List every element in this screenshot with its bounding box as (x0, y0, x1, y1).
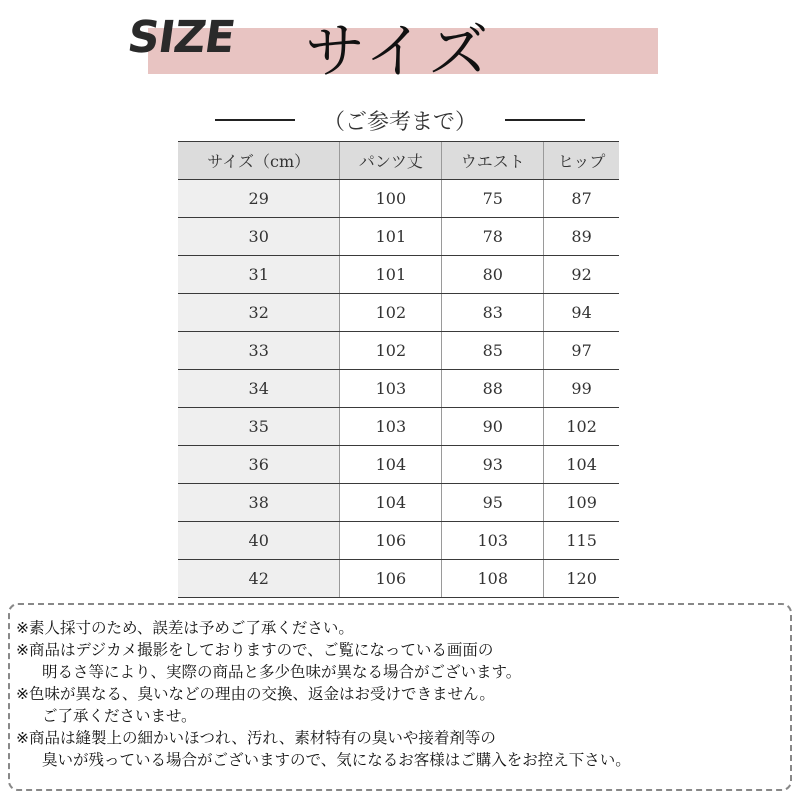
table-cell: 89 (544, 218, 619, 256)
table-row (178, 560, 619, 598)
subtitle-row (215, 104, 585, 136)
note-line: 臭いが残っている場合がございますので、気になるお客様はご購入をお控え下さい。 (42, 751, 631, 769)
table-cell: 102 (340, 332, 442, 370)
table-cell: 95 (442, 484, 544, 522)
table-cell: 103 (340, 408, 442, 446)
table-row (178, 332, 619, 370)
table-cell: 109 (544, 484, 619, 522)
table-cell: 94 (544, 294, 619, 332)
table-cell: 101 (340, 256, 442, 294)
note-line: 明るさ等により、実際の商品と多少色味が異なる場合がございます。 (42, 663, 522, 681)
table-cell: 90 (442, 408, 544, 446)
column-header-size: サイズ（cm） (178, 142, 340, 180)
table-cell: 78 (442, 218, 544, 256)
note-line: ※素人採寸のため、誤差は予めご了承ください。 (16, 619, 354, 637)
table-cell: 104 (340, 484, 442, 522)
table-row (178, 446, 619, 484)
table-cell: 40 (178, 522, 340, 560)
size-table (178, 141, 619, 598)
table-header-row (178, 142, 619, 180)
table-cell: 31 (178, 256, 340, 294)
table-cell: 103 (442, 522, 544, 560)
table-row (178, 256, 619, 294)
table-cell: 29 (178, 180, 340, 218)
subtitle-left-rule (215, 119, 295, 121)
note-line: ※商品は縫製上の細かいほつれ、汚れ、素材特有の臭いや接着剤等の (16, 729, 496, 747)
table-cell: 30 (178, 218, 340, 256)
table-cell: 75 (442, 180, 544, 218)
size-logo: SIZE (124, 12, 238, 63)
table-cell: 83 (442, 294, 544, 332)
table-cell: 34 (178, 370, 340, 408)
subtitle: （ご参考まで） (322, 109, 477, 135)
note-line: ご了承くださいませ。 (42, 707, 197, 725)
page-title: サイズ (305, 17, 493, 87)
notes-box (8, 603, 792, 791)
table-cell: 42 (178, 560, 340, 598)
table-cell: 115 (544, 522, 619, 560)
table-cell: 80 (442, 256, 544, 294)
table-cell: 85 (442, 332, 544, 370)
table-cell: 104 (340, 446, 442, 484)
column-header-hip: ヒップ (544, 142, 619, 180)
table-cell: 88 (442, 370, 544, 408)
note-line: ※商品はデジカメ撮影をしておりますので、ご覧になっている画面の (16, 641, 494, 659)
table-cell: 38 (178, 484, 340, 522)
table-cell: 36 (178, 446, 340, 484)
table-cell: 87 (544, 180, 619, 218)
table-cell: 106 (340, 560, 442, 598)
table-cell: 104 (544, 446, 619, 484)
table-cell: 108 (442, 560, 544, 598)
table-cell: 100 (340, 180, 442, 218)
table-cell: 101 (340, 218, 442, 256)
table-cell: 106 (340, 522, 442, 560)
table-cell: 102 (544, 408, 619, 446)
table-row (178, 180, 619, 218)
table-cell: 35 (178, 408, 340, 446)
note-line: ※色味が異なる、臭いなどの理由の交換、返金はお受けできません。 (16, 685, 495, 703)
table-row (178, 484, 619, 522)
table-cell: 103 (340, 370, 442, 408)
table-cell: 102 (340, 294, 442, 332)
table-cell: 93 (442, 446, 544, 484)
table-cell: 97 (544, 332, 619, 370)
column-header-length: パンツ丈 (340, 142, 442, 180)
table-row (178, 218, 619, 256)
table-row (178, 408, 619, 446)
table-cell: 33 (178, 332, 340, 370)
table-row (178, 522, 619, 560)
table-cell: 99 (544, 370, 619, 408)
table-cell: 92 (544, 256, 619, 294)
table-cell: 32 (178, 294, 340, 332)
table-cell: 120 (544, 560, 619, 598)
table-row (178, 294, 619, 332)
subtitle-right-rule (505, 119, 585, 121)
table-body (178, 180, 619, 598)
table-row (178, 370, 619, 408)
column-header-waist: ウエスト (442, 142, 544, 180)
